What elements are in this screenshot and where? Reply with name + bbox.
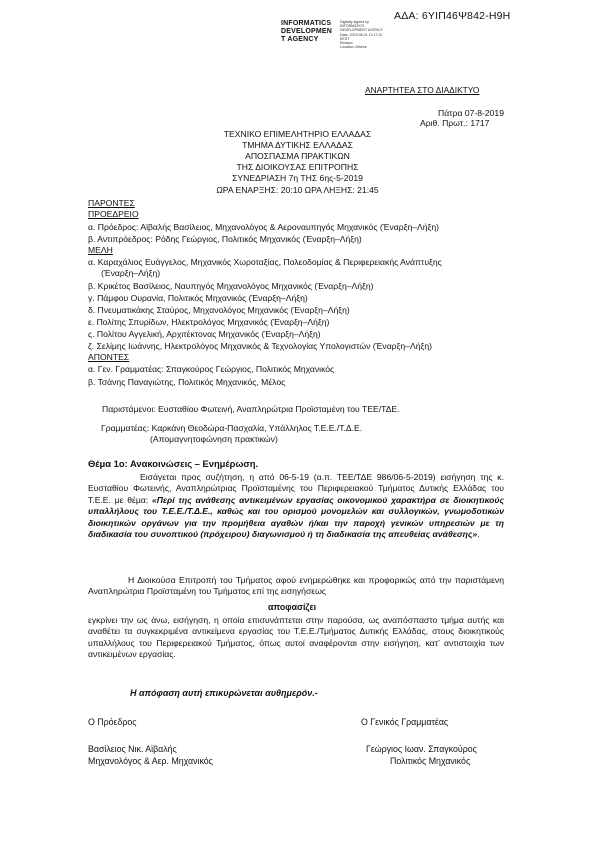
member: ε. Πολίτης Σπυρίδων, Ηλεκτρολόγος Μηχανικός (Έναρξη–Λήξη) bbox=[88, 317, 330, 327]
decision-text: εγκρίνει την ως άνω, εισήγηση, η οποία επισυνάπτεται στην παρούσα, ως αναπόσπαστο τμήμα αυτής και αναθέτει τα συγκεκριμένα αντικείμενα εργασίας του Τ.Ε.Ε./Τμήματος Δυτικής Ελλάδας, στους διοικητικούς υπαλλήλους του Περιφερειακού Τμήματος, όπως αυτοί αναφέρονται στην εισήγηση, κατ’ αντιστοιχία των αντικειμένων εργασίας. bbox=[88, 615, 504, 660]
member: γ. Πάμφου Ουρανία, Πολιτικός Μηχανικός (Έναρξη–Λήξη) bbox=[88, 293, 308, 303]
ratification-note: Η απόφαση αυτή επικυρώνεται αυθημερόν.- bbox=[130, 688, 318, 698]
absent-member: α. Γεν. Γραμματέας: Σπαγκούρος Γεώργιος, Πολιτικός Μηχανικός bbox=[88, 364, 335, 374]
signature-line: Reason: bbox=[340, 41, 354, 46]
signature-line: INFORMATICS bbox=[340, 24, 365, 29]
decides-label: αποφασίζει bbox=[268, 602, 317, 612]
topic-heading: Θέμα 1ο: Ανακοινώσεις – Ενημέρωση. bbox=[88, 458, 259, 469]
member: β. Κρικέτος Βασίλειος, Ναυπηγός Μηχανολόγος Μηχανικός (Έναρξη–Λήξη) bbox=[88, 281, 374, 291]
intro-text: Εισάγεται προς συζήτηση, η από 06-5-19 (α.π. ΤΕΕ/ΤΔΕ 986/06-5-2019) εισήγηση της κ. Ευσταθίου Φωτεινής, Αναπληρώτριας Προϊσταμένης του Περιφερειακού Τμήματος Δυτικής Ελλάδας του Τ.Ε.Ε. με θέμα: bbox=[88, 472, 504, 505]
member: ζ. Σελίμης Ιωάννης, Ηλεκτρολόγος Μηχανικός & Τεχνολογίας Υπολογιστών (Έναρξη–Λήξη) bbox=[88, 341, 432, 351]
intro-subject: «Περί της ανάθεσης αντικειμένων εργασίας οικονομικού χαρακτήρα σε διοικητικούς υπαλλήλους του Τ.Ε.Ε./Τ.Δ.Ε., καθώς και του ορισμού μονομελών και συλλογικών, γνωμοδοτικών διοικητικών οργάνων για την προμήθεια αγαθών ή/και την παροχή γενικών υπηρεσιών με τη διαδικασία του συνοπτικού (πρόχειρου) διαγωνισμού ή τη διαδικασία της απευθείας ανάθεσης» bbox=[88, 494, 505, 540]
member: ς. Πολίτου Αγγελική, Αρχιτέκτονας Μηχανικός (Έναρξη–Λήξη) bbox=[88, 329, 321, 339]
secretary-general-name: Γεώργιος Ιωαν. Σπαγκούρος bbox=[366, 744, 477, 754]
present-heading: ΠΑΡΟΝΤΕΣ bbox=[88, 198, 135, 208]
member-continuation: (Έναρξη–Λήξη) bbox=[101, 268, 161, 278]
presidium-heading: ΠΡΟΕΔΡΕΙΟ bbox=[88, 209, 139, 219]
topic-introduction bbox=[88, 472, 504, 540]
presidium-member: β. Αντιπρόεδρος: Ρόδης Γεώργιος, Πολιτικός Μηχανικός (Έναρξη–Λήξη) bbox=[88, 234, 362, 244]
ada-code: ΑΔΑ: 6ΥΙΠ46Ψ842-Η9Η bbox=[394, 10, 511, 22]
online-posting-label: ΑΝΑΡΤΗΤΕΑ ΣΤΟ ΔΙΑΔΙΚΤΥΟ bbox=[365, 85, 480, 95]
attending-note: Παριστάμενοι: Ευσταθίου Φωτεινή, Αναπληρώτρια Προϊσταμένη του ΤΕΕ/ΤΔΕ. bbox=[102, 404, 400, 414]
title-line: ΤΜΗΜΑ ΔΥΤΙΚΗΣ ΕΛΛΑΔΑΣ bbox=[242, 140, 353, 150]
signature-line: EEST bbox=[340, 36, 350, 41]
member: α. Καραχάλιος Ευάγγελος, Μηχανικός Χωροταξίας, Πολεοδομίας & Περιφερειακής Ανάπτυξης bbox=[88, 257, 442, 267]
members-heading: ΜΕΛΗ bbox=[88, 245, 113, 255]
committee-text: Η Διοικούσα Επιτροπή του Τμήματος αφού ενημερώθηκε και προφορικώς από την παριστάμενη Αναπληρώτρια Προϊσταμένη του Τμήματος επί της εισηγήσεως bbox=[88, 575, 504, 597]
title-line: ΤΗΣ ΔΙΟΙΚΟΥΣΑΣ ΕΠΙΤΡΟΠΗΣ bbox=[236, 162, 359, 172]
secretary-general-title: Πολιτικός Μηχανικός bbox=[390, 756, 471, 766]
informatics-logo bbox=[281, 20, 332, 45]
signature-line: Date: 2019.08.21 11:17:12 bbox=[340, 32, 383, 37]
president-name: Βασίλειος Νικ. Αϊβαλής bbox=[88, 744, 177, 754]
secretary-general-role: Ο Γενικός Γραμματέας bbox=[361, 717, 449, 727]
logo-line: T AGENCY bbox=[281, 36, 319, 44]
signature-line: DEVELOPMENT AGENCY bbox=[340, 28, 384, 33]
signature-line: Location: Athens bbox=[340, 45, 367, 50]
title-line: ΑΠΟΣΠΑΣΜΑ ΠΡΑΚΤΙΚΩΝ bbox=[245, 151, 350, 161]
signature-line: Digitally signed by bbox=[340, 20, 369, 24]
president-role: Ο Πρόεδρος bbox=[88, 717, 137, 727]
logo-line: DEVELOPMEN bbox=[281, 28, 333, 36]
presidium-member: α. Πρόεδρος: Αϊβαλής Βασίλειος, Μηχανολόγος & Αεροναυπηγός Μηχανικός (Έναρξη–Λήξη) bbox=[88, 222, 440, 232]
absent-heading: ΑΠΟΝΤΕΣ bbox=[88, 352, 130, 362]
decision-paragraph bbox=[88, 615, 504, 661]
member: δ. Πνευματικάκης Σταύρος, Μηχανολόγος Μηχανικός (Έναρξη–Λήξη) bbox=[88, 305, 350, 315]
absent-member: β. Τσάνης Παναγιώτης, Πολιτικός Μηχανικός, Μέλος bbox=[88, 377, 286, 387]
document-date: Πάτρα 07-8-2019 bbox=[438, 108, 504, 118]
title-line: ΩΡΑ ΕΝΑΡΞΗΣ: 20:10 ΩΡΑ ΛΗΞΗΣ: 21:45 bbox=[216, 185, 379, 195]
logo-line: INFORMATICS bbox=[281, 20, 332, 27]
title-line: ΤΕΧΝΙΚΟ ΕΠΙΜΕΛΗΤΗΡΙΟ ΕΛΛΑΔΑΣ bbox=[223, 129, 372, 139]
digital-signature-stamp bbox=[340, 20, 383, 49]
secretary-note: (Απομαγνητοφώνηση πρακτικών) bbox=[150, 434, 278, 444]
secretary-line: Γραμματέας: Καρκάνη Θεοδώρα-Πασχαλία, Υπάλληλος Τ.Ε.Ε./Τ.Δ.Ε. bbox=[101, 423, 363, 433]
committee-paragraph bbox=[88, 575, 504, 598]
title-line: ΣΥΝΕΔΡΙΑΣΗ 7η ΤΗΣ 6ης-5-2019 bbox=[232, 173, 363, 183]
intro-end: . bbox=[477, 529, 480, 540]
protocol-number: Αριθ. Πρωτ.: 1717 bbox=[420, 118, 490, 128]
president-title: Μηχανολόγος & Αερ. Μηχανικός bbox=[88, 756, 213, 766]
